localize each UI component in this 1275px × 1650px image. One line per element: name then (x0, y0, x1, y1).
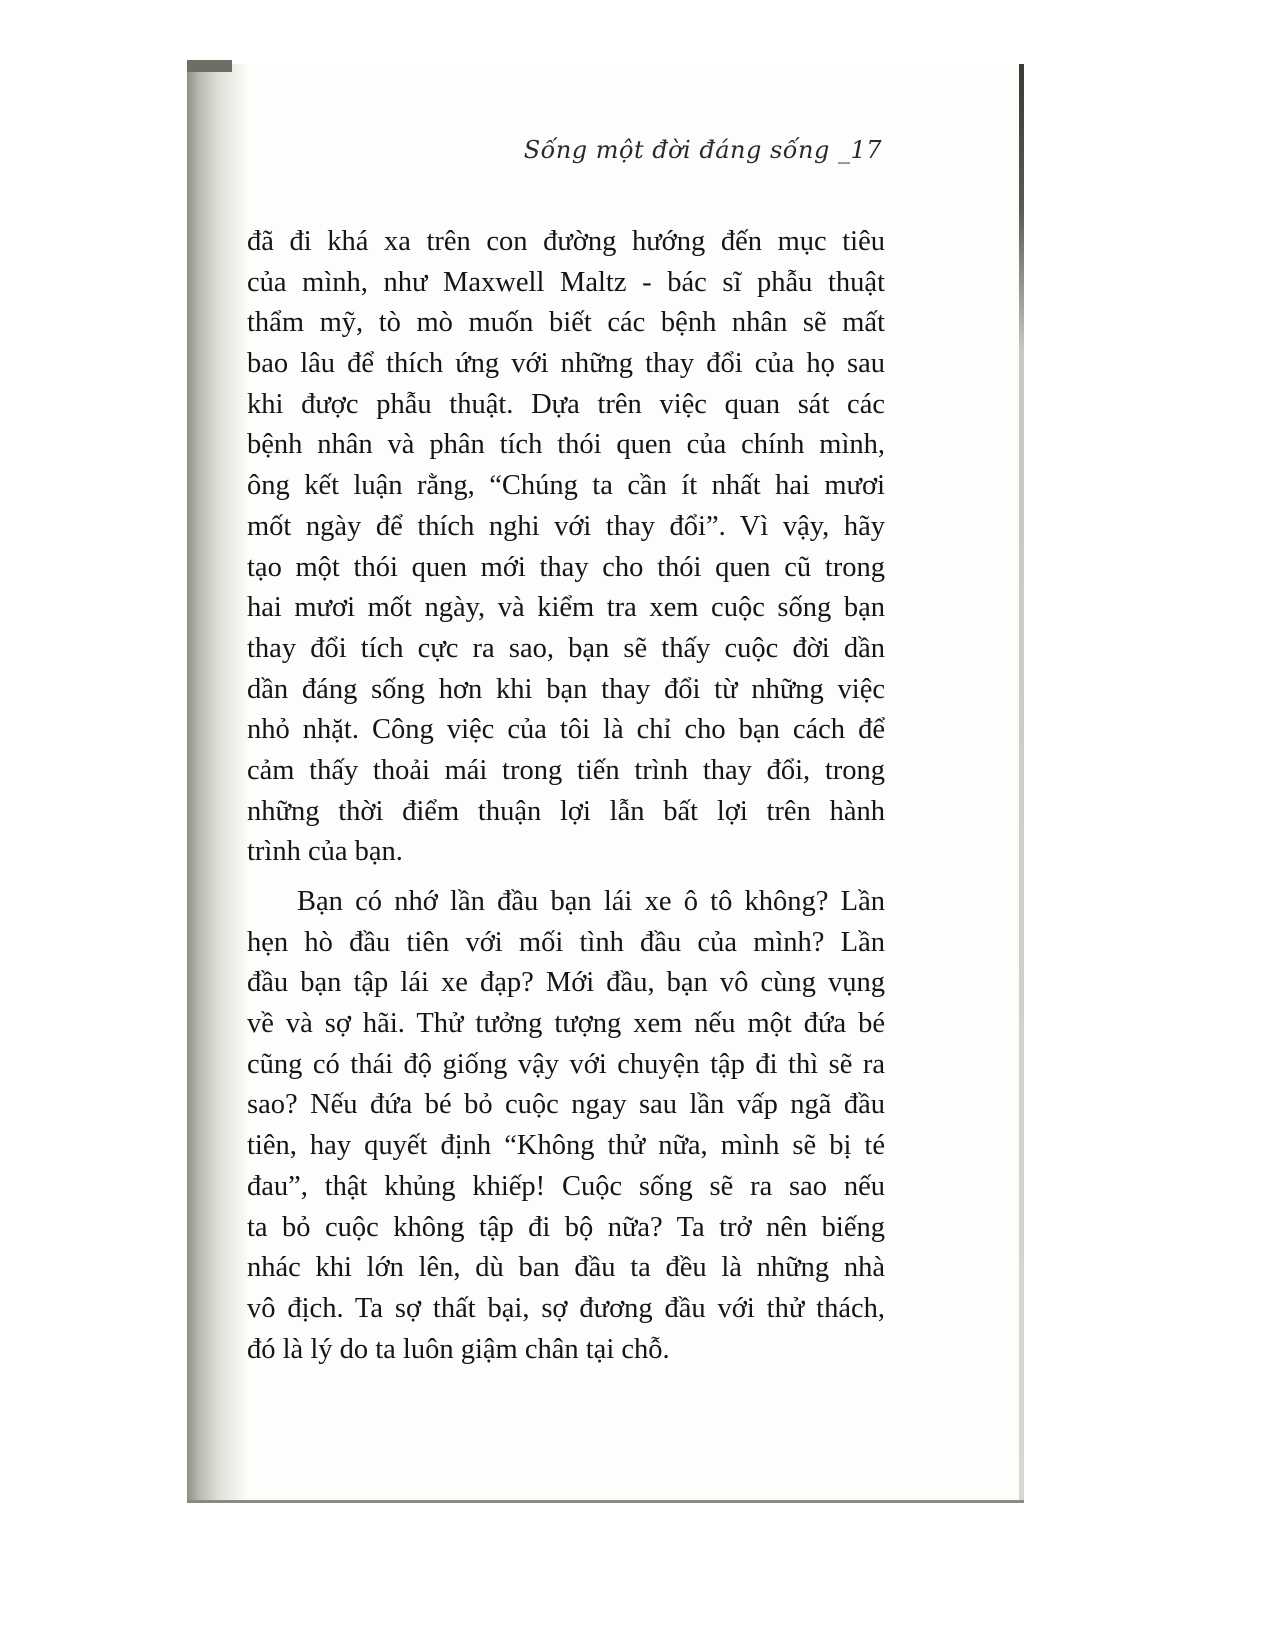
text-line: hai mươi mốt ngày, và kiểm tra xem cuộc sống bạn (247, 592, 885, 624)
text-line: trình của bạn. (247, 836, 403, 868)
text-line: sao? Nếu đứa bé bỏ cuộc ngay sau lần vấp ngã đầu (247, 1089, 885, 1121)
page-bottom-edge (187, 1500, 1024, 1503)
text-line: mốt ngày để thích nghi với thay đổi”. Vì vậy, hãy (247, 510, 885, 542)
text-line: đó là lý do ta luôn giậm chân tại chỗ. (247, 1333, 670, 1365)
running-title: Sống một đời đáng sống (523, 136, 830, 164)
text-line: thẩm mỹ, tò mò muốn biết các bệnh nhân sẽ mất (247, 307, 885, 339)
text-line: nhác khi lớn lên, dù ban đầu ta đều là những nhà (247, 1252, 885, 1284)
text-line: khi được phẫu thuật. Dựa trên việc quan sát các (247, 388, 885, 420)
text-line: đau”, thật khủng khiếp! Cuộc sống sẽ ra sao nếu (247, 1170, 885, 1202)
text-line: cảm thấy thoải mái trong tiến trình thay đổi, trong (247, 754, 885, 786)
text-line: nhỏ nhặt. Công việc của tôi là chỉ cho bạn cách để (247, 714, 885, 746)
paragraph (247, 882, 885, 1370)
text-line: về và sợ hãi. Thử tưởng tượng xem nếu một đứa bé (247, 1008, 885, 1040)
text-line: vô địch. Ta sợ thất bại, sợ đương đầu với thử thách, (247, 1292, 885, 1324)
text-line: tạo một thói quen mới thay cho thói quen cũ trong (247, 551, 885, 583)
running-header (524, 136, 882, 164)
page-top-edge (187, 60, 232, 72)
text-line: của mình, như Maxwell Maltz - bác sĩ phẫu thuật (247, 266, 885, 298)
text-line: bệnh nhân và phân tích thói quen của chính mình, (247, 429, 885, 461)
paragraph (247, 222, 885, 873)
body-text (247, 222, 885, 1370)
text-line: cũng có thái độ giống vậy với chuyện tập đi thì sẽ ra (247, 1048, 885, 1080)
text-line: hẹn hò đầu tiên với mối tình đầu của mình? Lần (247, 926, 885, 958)
text-line: đã đi khá xa trên con đường hướng đến mục tiêu (247, 226, 885, 257)
text-line: Bạn có nhớ lần đầu bạn lái xe ô tô không? Lần (297, 886, 885, 917)
page-gutter-shadow (187, 64, 247, 1502)
text-line: ông kết luận rằng, “Chúng ta cần ít nhất hai mươi (247, 470, 885, 502)
text-line: thay đổi tích cực ra sao, bạn sẽ thấy cuộc đời dần (247, 632, 885, 664)
text-line: đầu bạn tập lái xe đạp? Mới đầu, bạn vô cùng vụng (247, 967, 885, 999)
header-separator: _ (837, 136, 851, 164)
text-line: những thời điểm thuận lợi lẫn bất lợi trên hành (247, 795, 885, 827)
text-line: dần đáng sống hơn khi bạn thay đổi từ những việc (247, 673, 885, 705)
text-line: tiên, hay quyết định “Không thử nữa, mình sẽ bị té (247, 1130, 885, 1162)
text-line: ta bỏ cuộc không tập đi bộ nữa? Ta trở nên biếng (247, 1211, 885, 1243)
page-right-edge (1019, 64, 1024, 1502)
text-line: bao lâu để thích ứng với những thay đổi của họ sau (247, 348, 885, 380)
page-number: 17 (850, 136, 882, 164)
